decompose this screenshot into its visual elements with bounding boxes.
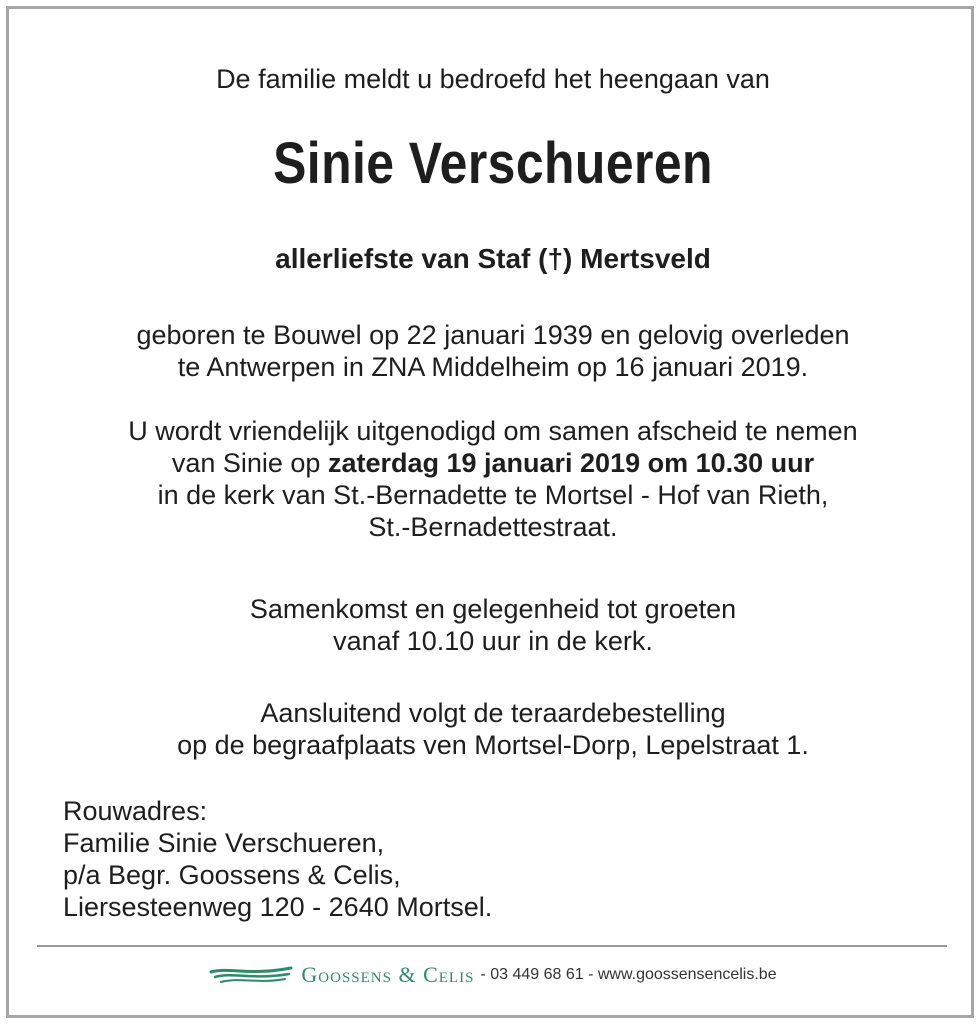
intro-text: De familie meldt u bedroefd het heengaan van (216, 64, 770, 94)
notice-frame (6, 6, 974, 1018)
invitation-paragraph (9, 415, 977, 543)
invite-line-4: St.-Bernadettestraat. (368, 512, 618, 542)
birth-line-1: geboren te Bouwel op 22 januari 1939 en gelovig overleden (136, 320, 850, 350)
address-line-3: Liersesteenweg 120 - 2640 Mortsel. (63, 892, 493, 922)
invite-line-3: in de kerk van St.-Bernadette te Mortsel - Hof van Rieth, (157, 480, 829, 510)
invite-line-2 (9, 447, 977, 479)
deceased-name: Sinie Verschueren (273, 131, 713, 196)
funeral-home-contact: - 03 449 68 61 - www.goossensencelis.be (480, 966, 777, 983)
gathering-paragraph (9, 593, 977, 657)
address-line-1: Familie Sinie Verschueren, (63, 828, 385, 858)
gathering-line-2: vanaf 10.10 uur in de kerk. (333, 626, 653, 656)
birth-line-2: te Antwerpen in ZNA Middelheim op 16 januari 2019. (177, 352, 809, 382)
address-heading: Rouwadres: (63, 796, 208, 826)
burial-line-1: Aansluitend volgt de teraardebestelling (260, 698, 726, 728)
gathering-line-1: Samenkomst en gelegenheid tot groeten (249, 594, 737, 624)
wave-lines-icon (209, 964, 293, 986)
invite-line-2-prefix: van Sinie op (171, 448, 328, 478)
funeral-home-footer (9, 962, 977, 988)
burial-paragraph (9, 697, 977, 761)
funeral-home-brand: Goossens & Celis (301, 962, 475, 987)
ceremony-datetime: zaterdag 19 januari 2019 om 10.30 uur (327, 448, 815, 478)
footer-divider (37, 945, 947, 947)
relation-text: allerliefste van Staf (†) Mertsveld (275, 243, 711, 274)
address-line-2: p/a Begr. Goossens & Celis, (63, 860, 401, 890)
invite-line-1: U wordt vriendelijk uitgenodigd om samen afscheid te nemen (128, 416, 858, 446)
birth-death-paragraph (9, 319, 977, 383)
mourning-address (63, 795, 492, 923)
burial-line-2: op de begraafplaats ven Mortsel-Dorp, Lepelstraat 1. (177, 730, 809, 760)
